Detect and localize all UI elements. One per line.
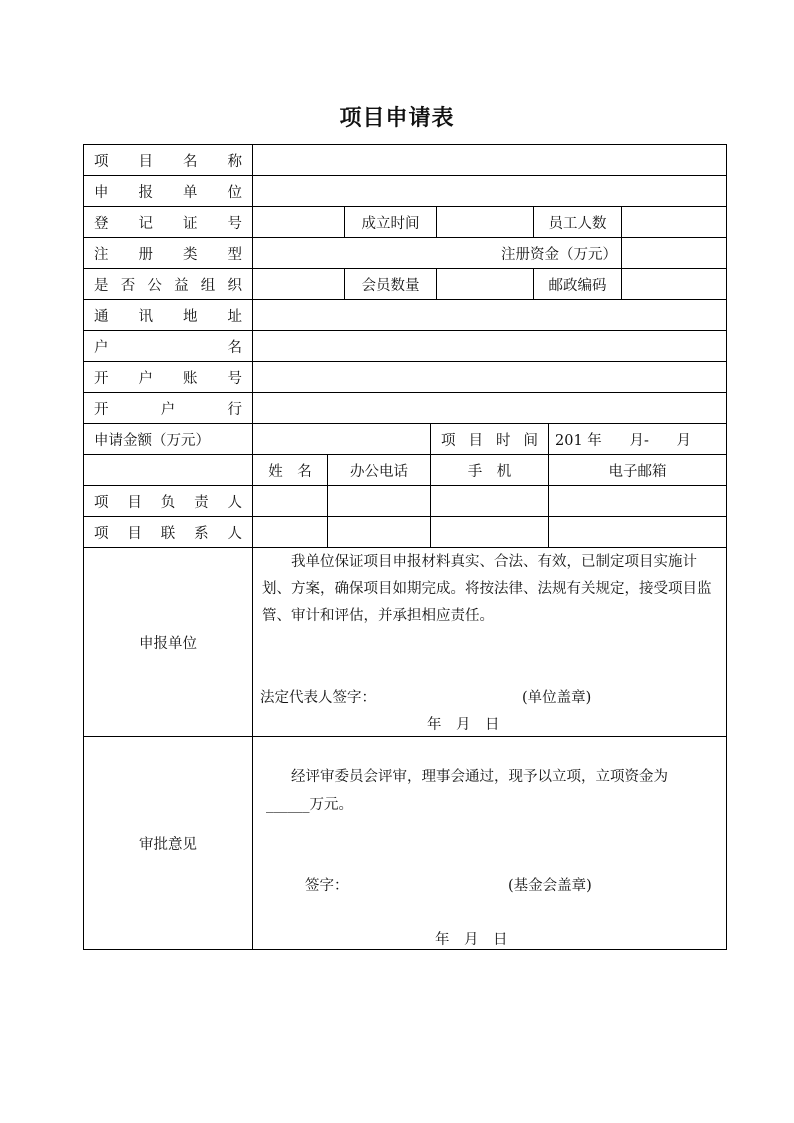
- registration-type-field[interactable]: [253, 238, 436, 268]
- leader-office-phone-field[interactable]: [328, 486, 430, 516]
- approval-date: 年 月 日: [435, 932, 508, 948]
- label-founding-time: 成立时间: [361, 215, 420, 232]
- member-count-field[interactable]: [437, 269, 533, 299]
- label-bank: 开 户 行: [94, 401, 242, 418]
- col-header-email: 电子邮箱: [608, 463, 667, 480]
- founding-time-field[interactable]: [437, 207, 533, 237]
- unit-seal-label: (单位盖章): [522, 690, 592, 706]
- label-project-leader: 项 目 负 责 人: [94, 494, 242, 511]
- project-time-field[interactable]: 201 年 月- 月: [555, 432, 691, 449]
- label-registered-capital: 注册资金（万元）: [501, 246, 617, 263]
- col-header-office-phone: 办公电话: [350, 463, 408, 480]
- requested-amount-field[interactable]: [253, 424, 430, 454]
- leader-mobile-field[interactable]: [431, 486, 548, 516]
- label-registration-type: 注 册 类 型: [94, 246, 242, 263]
- col-header-mobile: 手 机: [467, 463, 512, 480]
- approval-signature-label: 签字：: [305, 878, 349, 894]
- label-account-name: 户 名: [94, 339, 242, 356]
- label-account-number: 开 户 账 号: [94, 370, 242, 387]
- contact-mobile-field[interactable]: [431, 517, 548, 547]
- registered-capital-field[interactable]: [622, 238, 726, 268]
- label-applicant-unit: 申 报 单 位: [94, 184, 242, 201]
- label-project-contact: 项 目 联 系 人: [94, 525, 242, 542]
- declaration-date: 年 月 日: [427, 717, 500, 733]
- account-number-field[interactable]: [253, 362, 726, 392]
- staff-count-field[interactable]: [622, 207, 726, 237]
- label-member-count: 会员数量: [361, 277, 420, 294]
- label-postal-code: 邮政编码: [548, 277, 607, 294]
- foundation-seal-label: (基金会盖章): [508, 878, 592, 894]
- page-title: 项目申请表: [339, 106, 455, 131]
- registration-number-field[interactable]: [253, 207, 344, 237]
- label-registration-number: 登 记 证 号: [94, 215, 242, 232]
- label-address: 通 讯 地 址: [94, 308, 242, 325]
- col-header-name: 姓 名: [268, 463, 312, 480]
- approval-amount-line: [266, 793, 353, 814]
- approval-amount-blank[interactable]: ______: [266, 797, 310, 813]
- declaration-text: 我单位保证项目申报材料真实、合法、有效，已制定项目实施计划、方案，确保项目如期完成。将按法律、法规有关规定，接受项目监管、审计和评估，并承担相应责任。: [262, 554, 712, 624]
- postal-code-field[interactable]: [622, 269, 726, 299]
- contact-office-phone-field[interactable]: [328, 517, 430, 547]
- label-public-welfare: 是 否 公 益 组 织: [94, 277, 242, 294]
- leader-name-field[interactable]: [253, 486, 327, 516]
- leader-email-field[interactable]: [549, 486, 726, 516]
- label-requested-amount: 申请金额（万元）: [94, 432, 210, 449]
- label-declaration-unit: 申报单位: [139, 635, 197, 652]
- approval-amount-unit: 万元。: [309, 797, 353, 813]
- address-field[interactable]: [253, 300, 726, 330]
- label-project-name: 项 目 名 称: [94, 153, 242, 170]
- bank-field[interactable]: [253, 393, 726, 423]
- table-border-bottom: [83, 949, 727, 950]
- approval-text: 经评审委员会评审，理事会通过，现予以立项，立项资金为: [291, 769, 668, 785]
- applicant-unit-field[interactable]: [253, 176, 726, 206]
- project-name-field[interactable]: [253, 145, 726, 175]
- contact-email-field[interactable]: [549, 517, 726, 547]
- public-welfare-field[interactable]: [253, 269, 344, 299]
- table-border-right: [726, 144, 727, 950]
- account-name-field[interactable]: [253, 331, 726, 361]
- contact-name-field[interactable]: [253, 517, 327, 547]
- label-project-time: 项 目 时 间: [441, 432, 538, 449]
- label-approval-opinion: 审批意见: [139, 836, 197, 853]
- legal-rep-signature-label: 法定代表人签字：: [260, 690, 376, 706]
- label-staff-count: 员工人数: [548, 215, 607, 232]
